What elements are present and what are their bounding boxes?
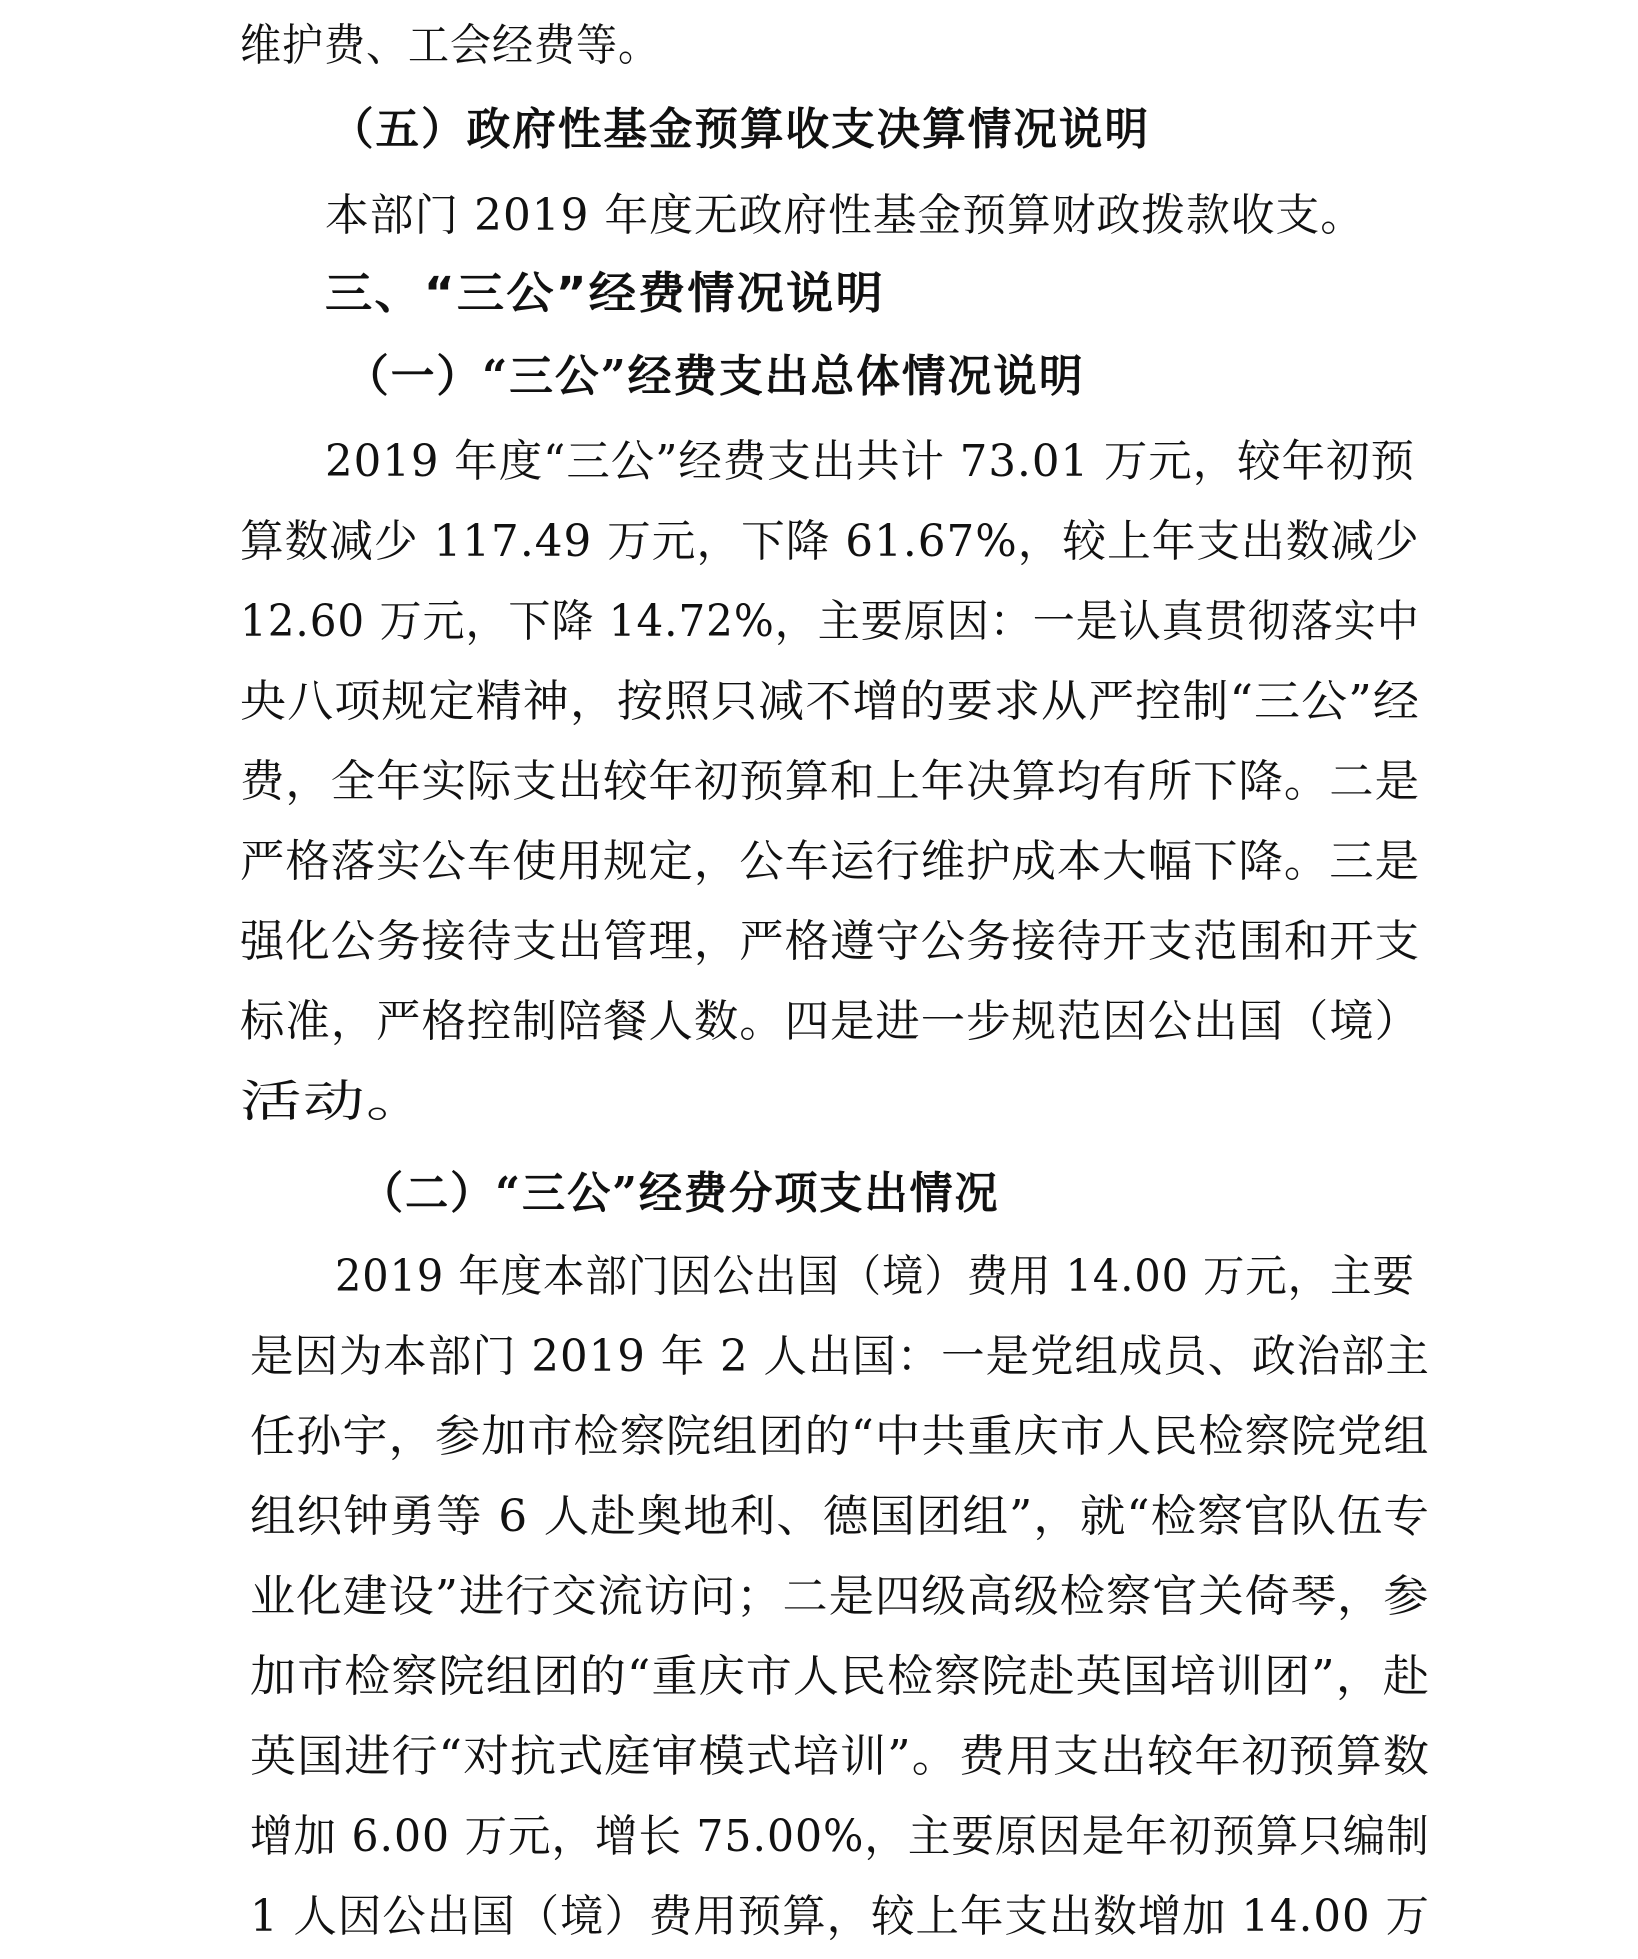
section-heading: （五）政府性基金预算收支决算情况说明 xyxy=(330,104,1150,155)
text-line: 任孙宇，参加市检察院组团的“中共重庆市人民检察院党组 xyxy=(250,1411,1430,1462)
text-line: 2019 年度本部门因公出国（境）费用 14.00 万元，主要 xyxy=(335,1251,1415,1302)
text-line: 算数减少 117.49 万元，下降 61.67%，较上年支出数减少 xyxy=(240,516,1420,567)
text-line: 12.60 万元，下降 14.72%，主要原因：一是认真贯彻落实中 xyxy=(240,596,1420,647)
section-heading: （二）“三公”经费分项支出情况 xyxy=(360,1168,1000,1219)
text-line: 维护费、工会经费等。 xyxy=(240,20,660,71)
text-line: 是因为本部门 2019 年 2 人出国：一是党组成员、政治部主 xyxy=(250,1331,1430,1382)
text-line: 增加 6.00 万元，增长 75.00%，主要原因是年初预算只编制 xyxy=(250,1811,1430,1862)
text-line: 费，全年实际支出较年初预算和上年决算均有所下降。二是 xyxy=(240,756,1421,807)
text-line: 严格落实公车使用规定，公车运行维护成本大幅下降。三是 xyxy=(240,836,1421,887)
text-line: 1 人因公出国（境）费用预算，较上年支出数增加 14.00 万 xyxy=(250,1891,1430,1942)
section-heading: （一）“三公”经费支出总体情况说明 xyxy=(345,351,1085,402)
text-line: 加市检察院组团的“重庆市人民检察院赴英国培训团”，赴 xyxy=(250,1651,1430,1702)
text-line: 本部门 2019 年度无政府性基金预算财政拨款收支。 xyxy=(325,190,1365,241)
text-line: 央八项规定精神，按照只减不增的要求从严控制“三公”经 xyxy=(240,676,1420,727)
text-line: 强化公务接待支出管理，严格遵守公务接待开支范围和开支 xyxy=(240,916,1421,967)
text-line: 业化建设”进行交流访问；二是四级高级检察官关倚琴，参 xyxy=(250,1571,1430,1622)
chapter-heading: 三、“三公”经费情况说明 xyxy=(325,268,885,319)
text-line: 组织钟勇等 6 人赴奥地利、德国团组”，就“检察官队伍专 xyxy=(250,1491,1430,1542)
text-line: 2019 年度“三公”经费支出共计 73.01 万元，较年初预 xyxy=(325,436,1415,487)
text-line: 标准，严格控制陪餐人数。四是进一步规范因公出国（境） xyxy=(240,996,1421,1047)
text-line: 英国进行“对抗式庭审模式培训”。费用支出较年初预算数 xyxy=(250,1731,1430,1782)
text-line: 活动。 xyxy=(240,1076,429,1127)
